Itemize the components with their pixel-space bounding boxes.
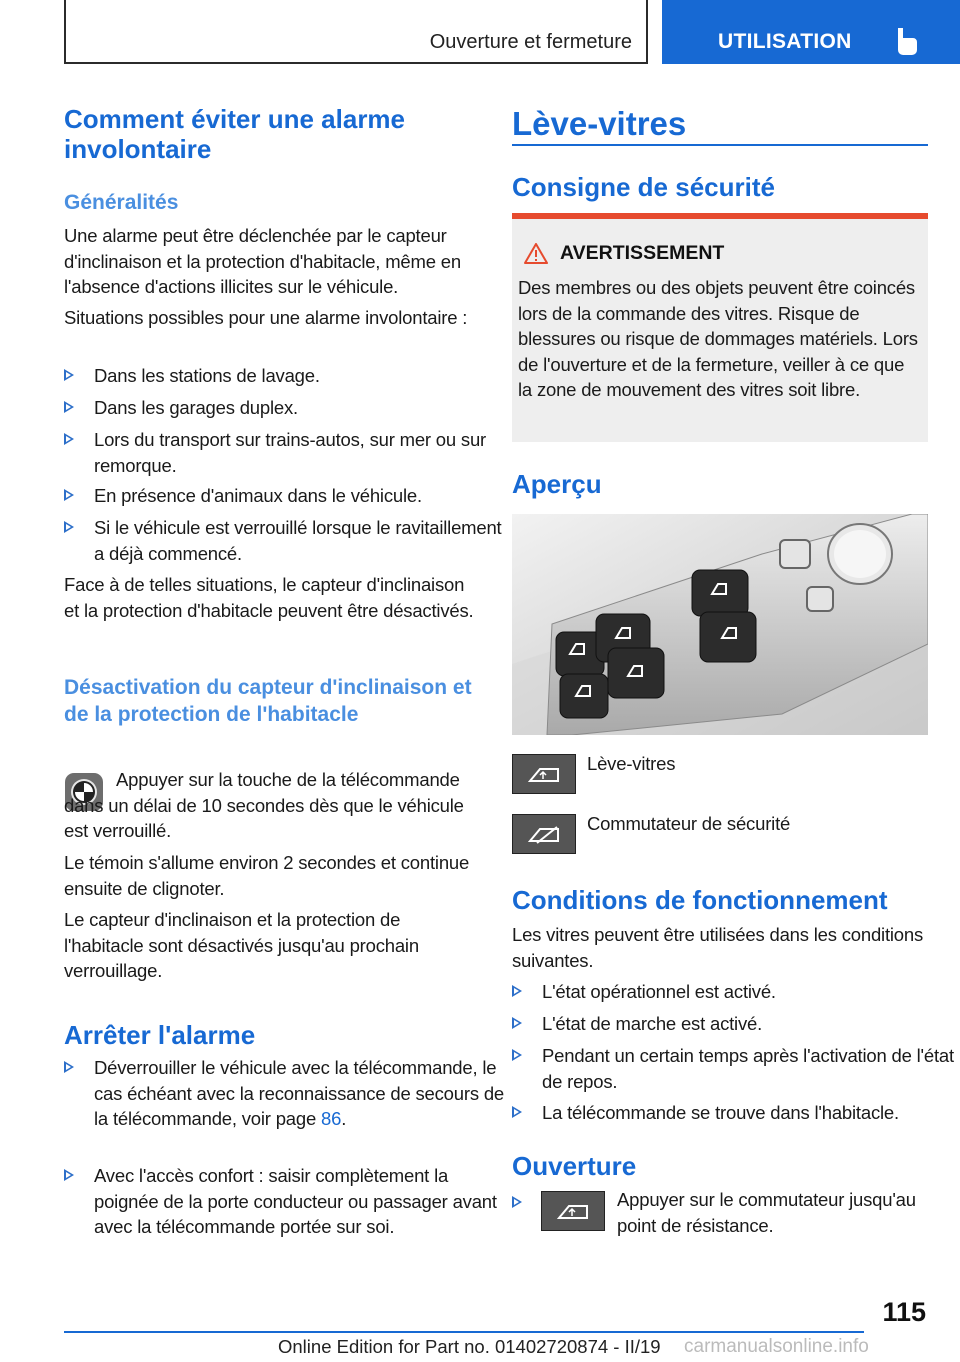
- bullet-triangle-icon: [512, 1196, 522, 1208]
- header-chapter-title: UTILISATION: [718, 30, 852, 53]
- list-item: Dans les garages duplex.: [64, 395, 510, 421]
- title-rule: [512, 144, 928, 146]
- stop-alarm-heading: Arrêter l'alarme: [64, 1020, 256, 1050]
- deactivation-paragraph-3: Le capteur d'inclinaison et la protection de l'habitacle sont désactivés jusqu'au prochain verrouillage.: [64, 909, 419, 981]
- watermark: carmanualsonline.info: [684, 1336, 869, 1357]
- bullet-triangle-icon: [64, 1061, 74, 1073]
- general-paragraph-3: Face à de telles situations, le capteur d'inclinaison et la protection d'habitacle peuvent être désactivés.: [64, 574, 474, 621]
- list-item: Avec l'accès confort : saisir complètement la poignée de la porte conducteur ou passager avant avec la télécommande portée sur soi.: [64, 1163, 510, 1240]
- legend-window-lifts: Lève-vitres: [587, 753, 676, 774]
- conditions-heading: Conditions de fonctionnement: [512, 885, 888, 915]
- warning-title: AVERTISSEMENT: [560, 242, 725, 264]
- bullet-triangle-icon: [64, 433, 74, 445]
- header-section-title: Ouverture et fermeture: [429, 31, 632, 53]
- window-switch-panel-image: [512, 514, 928, 735]
- window-lifts-title: Lève-vitres: [512, 105, 687, 142]
- legend-safety-switch: Commutateur de sécurité: [587, 813, 791, 834]
- bullet-triangle-icon: [512, 1017, 522, 1029]
- safety-heading: Consigne de sécurité: [512, 172, 775, 202]
- footer-rule: [64, 1331, 864, 1333]
- general-paragraph-1: Une alarme peut être déclenchée par le capteur d'inclinaison et la protection d'habitacle, même en l'absence d'actions illicites sur le véhicule.: [64, 225, 461, 297]
- opening-heading: Ouverture: [512, 1151, 637, 1181]
- list-item: Lors du transport sur trains-autos, sur mer ou sur remorque.: [64, 427, 510, 478]
- list-item: Pendant un certain temps après l'activation de l'état de repos.: [512, 1043, 958, 1094]
- conditions-paragraph: Les vitres peuvent être utilisées dans les conditions suivantes.: [512, 924, 924, 971]
- warning-box: [512, 213, 928, 442]
- bullet-triangle-icon: [64, 369, 74, 381]
- bullet-triangle-icon: [64, 521, 74, 533]
- bullet-triangle-icon: [64, 401, 74, 413]
- window-lift-icon: [513, 755, 575, 793]
- deactivation-heading: Désactivation du capteur d'inclinaison et de la protection de l'habitacle: [64, 676, 472, 726]
- page-number: 115: [882, 1297, 926, 1327]
- edition-text: Online Edition for Part no. 01402720874 - II/19: [278, 1336, 661, 1357]
- opening-instruction: Appuyer sur le commutateur jusqu'au point de résistance.: [617, 1189, 916, 1236]
- window-lift-symbol: [541, 1191, 605, 1231]
- warning-triangle-icon: [524, 243, 548, 264]
- list-item: L'état de marche est activé.: [512, 1011, 958, 1037]
- bullet-triangle-icon: [512, 985, 522, 997]
- deactivation-paragraph-2: Le témoin s'allume environ 2 secondes et continue ensuite de clignoter.: [64, 852, 470, 899]
- list-item: En présence d'animaux dans le véhicule.: [64, 483, 510, 509]
- hand-pointer-icon: [894, 26, 920, 56]
- list-item: Dans les stations de lavage.: [64, 363, 510, 389]
- safety-switch-icon: [513, 815, 575, 853]
- page-link[interactable]: 86: [321, 1108, 342, 1129]
- overview-heading: Aperçu: [512, 469, 602, 499]
- alarm-section-title: Comment éviter une alarme involontaire: [64, 104, 406, 164]
- deactivation-paragraph-1: Appuyer sur la touche de la télécommande dans un délai de 10 secondes dès que le véhicule est verrouillé.: [64, 769, 464, 841]
- window-lift-symbol: [512, 754, 576, 794]
- general-heading: Généralités: [64, 191, 179, 214]
- list-item: Déverrouiller le véhicule avec la télécommande, le cas échéant avec la reconnaissance de secours de la télécommande, voir page 86.: [64, 1055, 510, 1132]
- bullet-triangle-icon: [64, 489, 74, 501]
- list-item: L'état opérationnel est activé.: [512, 979, 958, 1005]
- list-item: La télécommande se trouve dans l'habitacle.: [512, 1100, 958, 1126]
- list-item: Si le véhicule est verrouillé lorsque le ravitaillement a déjà commencé.: [64, 515, 510, 566]
- general-paragraph-2: Situations possibles pour une alarme involontaire :: [64, 307, 468, 328]
- header-chapter-tab[interactable]: [662, 0, 960, 64]
- bullet-triangle-icon: [512, 1106, 522, 1118]
- window-lift-icon: [542, 1192, 604, 1230]
- warning-text: Des membres ou des objets peuvent être coincés lors de la commande des vitres. Risque de blessures ou risque de dommages matériels. Lors de l'ouverture et de la fermeture, veiller à ce que la zone de mouvement des vitres soit libre.: [518, 277, 918, 400]
- bullet-triangle-icon: [64, 1169, 74, 1181]
- header-section-box: [64, 0, 648, 64]
- bullet-triangle-icon: [512, 1049, 522, 1061]
- safety-switch-symbol: [512, 814, 576, 854]
